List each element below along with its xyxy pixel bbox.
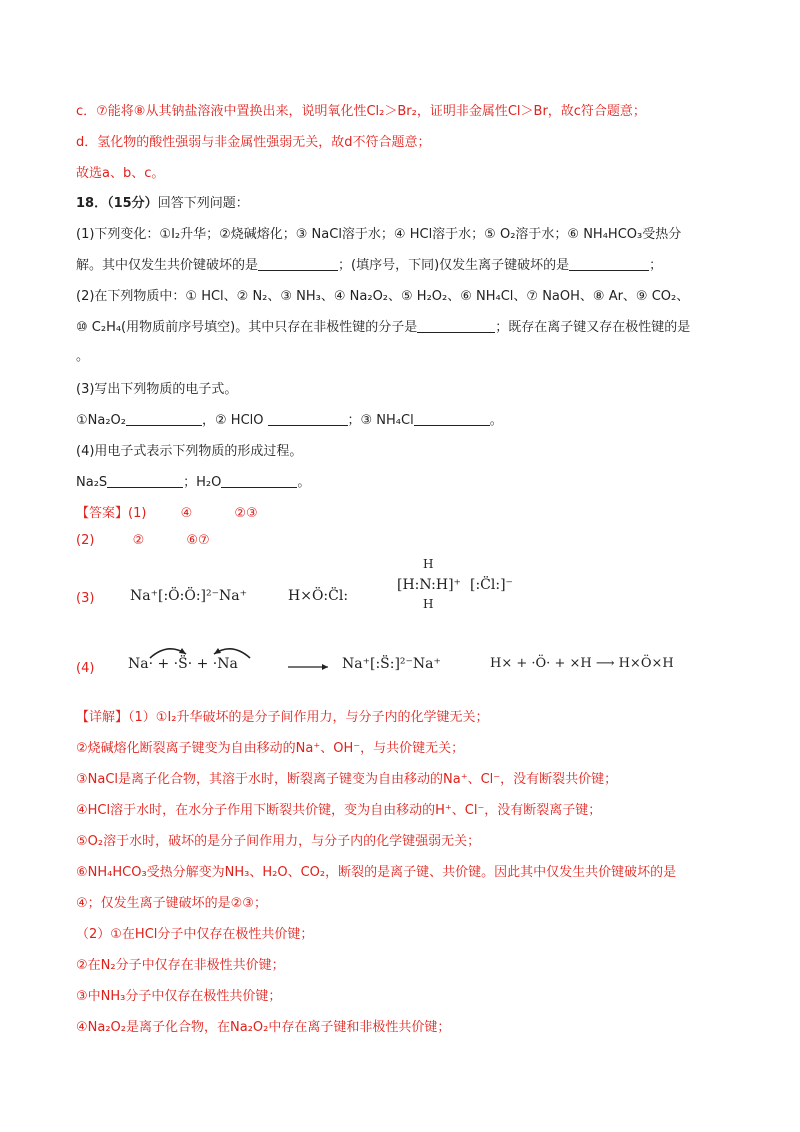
reaction-arrow-icon xyxy=(288,662,334,672)
answer-4-num: (4) xyxy=(76,661,95,676)
na2o2-electron-formula: Na⁺[:Ö:Ö:]²⁻Na⁺ xyxy=(130,588,248,604)
part4-title: (4)用电子式表示下列物质的形成过程。 xyxy=(76,444,303,459)
detail-line-1 xyxy=(76,706,489,725)
part2-line-b xyxy=(76,316,690,335)
part3-item-1: ①Na₂O₂ xyxy=(76,413,127,428)
question-score: （15分） xyxy=(107,196,158,211)
part3-item-4: 。 xyxy=(489,413,503,428)
answer-line-1 xyxy=(76,502,258,521)
answer-1-num: (1) xyxy=(128,506,147,521)
detail-label: 【详解】 xyxy=(76,710,129,725)
question-prompt: 回答下列问题： xyxy=(157,196,249,211)
part2-text-2: ；既存在离子键又存在极性键的是 xyxy=(495,320,691,335)
answer-2-value-2: ⑥⑦ xyxy=(186,533,210,548)
answer-blank[interactable] xyxy=(569,258,649,271)
chloride-electron-formula: [:C̈l:]⁻ xyxy=(470,577,513,593)
detail-line-5: ⑤O₂溶于水时，破坏的是分子间作用力，与分子内的化学键强弱无关； xyxy=(76,834,481,849)
question-number: 18． xyxy=(76,196,108,211)
part3-item-3: ；③ NH₄Cl xyxy=(347,413,414,428)
part1-line-b xyxy=(76,254,662,273)
answer-blank[interactable] xyxy=(258,258,338,271)
part1-text-3: ； xyxy=(649,258,663,273)
answer-label: 【答案】 xyxy=(76,506,129,521)
answer-blank[interactable] xyxy=(414,413,490,426)
option-d-text: d．氢化物的酸性强弱与非金属性强弱无关，故d不符合题意； xyxy=(76,135,431,150)
choice-text: 故选a、b、c。 xyxy=(76,166,165,181)
answer-blank[interactable] xyxy=(107,475,183,488)
part1-text-2: ；(填序号，下同)仅发生离子键破坏的是 xyxy=(338,258,570,273)
answer-1-value-1: ④ xyxy=(180,506,193,521)
answer-blank[interactable] xyxy=(417,320,495,333)
nh4-electron-formula: [H:N:H]⁺ xyxy=(397,577,461,593)
detail-line-7: ④；仅发生离子键破坏的是②③； xyxy=(76,896,267,911)
part4-item-2: ；H₂O xyxy=(183,475,222,490)
detail-line-6: ⑥NH₄HCO₃受热分解变为NH₃、H₂O、CO₂，断裂的是离子键、共价键。因此其中仅发生共价键破坏的是 xyxy=(76,865,677,880)
answer-blank[interactable] xyxy=(126,413,202,426)
nh4-top-hydrogen: H xyxy=(423,557,434,571)
part4-item-3: 。 xyxy=(297,475,311,490)
detail-line-10: ③中NH₃分子中仅存在极性共价键； xyxy=(76,989,282,1004)
answer-2-value-1: ② xyxy=(132,533,145,548)
answer-3-num: (3) xyxy=(76,591,95,606)
part2-line-c: 。 xyxy=(76,349,90,364)
part3-blanks xyxy=(76,409,503,428)
answer-blank[interactable] xyxy=(221,475,297,488)
part4-blanks xyxy=(76,471,310,490)
detail-text: （1）①I₂升华破坏的是分子间作用力，与分子内的化学键无关； xyxy=(128,710,489,725)
detail-line-8: （2）①在HCl分子中仅存在极性共价键； xyxy=(76,927,314,942)
part1-line-a: (1)下列变化：①I₂升华；②烧碱熔化；③ NaCl溶于水；④ HCl溶于水；⑤ O₂溶于水；⑥ NH₄HCO₃受热分 xyxy=(76,227,682,242)
na2s-reactants: Na· + ·S̈· + ·Na xyxy=(128,656,238,672)
part4-item-1: Na₂S xyxy=(76,475,108,490)
option-c-text: c．⑦能将⑧从其钠盐溶液中置换出来，说明氧化性Cl₂＞Br₂，证明非金属性Cl＞Br，故c符合题意； xyxy=(76,104,646,119)
part3-title: (3)写出下列物质的电子式。 xyxy=(76,382,238,397)
detail-line-2: ②烧碱熔化断裂离子键变为自由移动的Na⁺、OH⁻，与共价键无关； xyxy=(76,741,465,756)
detail-line-9: ②在N₂分子中仅存在非极性共价键； xyxy=(76,958,285,973)
answer-line-2 xyxy=(76,533,210,548)
detail-line-4: ④HCl溶于水时，在水分子作用下断裂共价键，变为自由移动的H⁺、Cl⁻，没有断裂离子键； xyxy=(76,803,602,818)
nh4-bottom-hydrogen: H xyxy=(423,597,434,611)
part2-text-1: ⑩ C₂H₄(用物质前序号填空)。其中只存在非极性键的分子是 xyxy=(76,320,418,335)
question-18-header xyxy=(76,192,249,211)
answer-1-value-2: ②③ xyxy=(234,506,258,521)
hclo-electron-formula: H×Ö:C̈l: xyxy=(288,588,349,604)
detail-line-3: ③NaCl是离子化合物，其溶于水时，断裂离子键变为自由移动的Na⁺、Cl⁻，没有断裂共价键； xyxy=(76,772,618,787)
part3-item-2: ，② HClO xyxy=(202,413,264,428)
part1-text-1: 解。其中仅发生共价键破坏的是 xyxy=(76,258,259,273)
part2-line-a: (2)在下列物质中：① HCl、② N₂、③ NH₃、④ Na₂O₂、⑤ H₂O₂、⑥ NH₄Cl、⑦ NaOH、⑧ Ar、⑨ CO₂、 xyxy=(76,289,690,304)
h2o-formation: H× + ·Ö· + ×H ⟶ H×Ö×H xyxy=(490,656,674,671)
answer-blank[interactable] xyxy=(268,413,348,426)
answer-2-num: (2) xyxy=(76,533,95,548)
na2s-product: Na⁺[:S̈:]²⁻Na⁺ xyxy=(342,656,441,672)
detail-line-11: ④Na₂O₂是离子化合物，在Na₂O₂中存在离子键和非极性共价键； xyxy=(76,1020,451,1035)
